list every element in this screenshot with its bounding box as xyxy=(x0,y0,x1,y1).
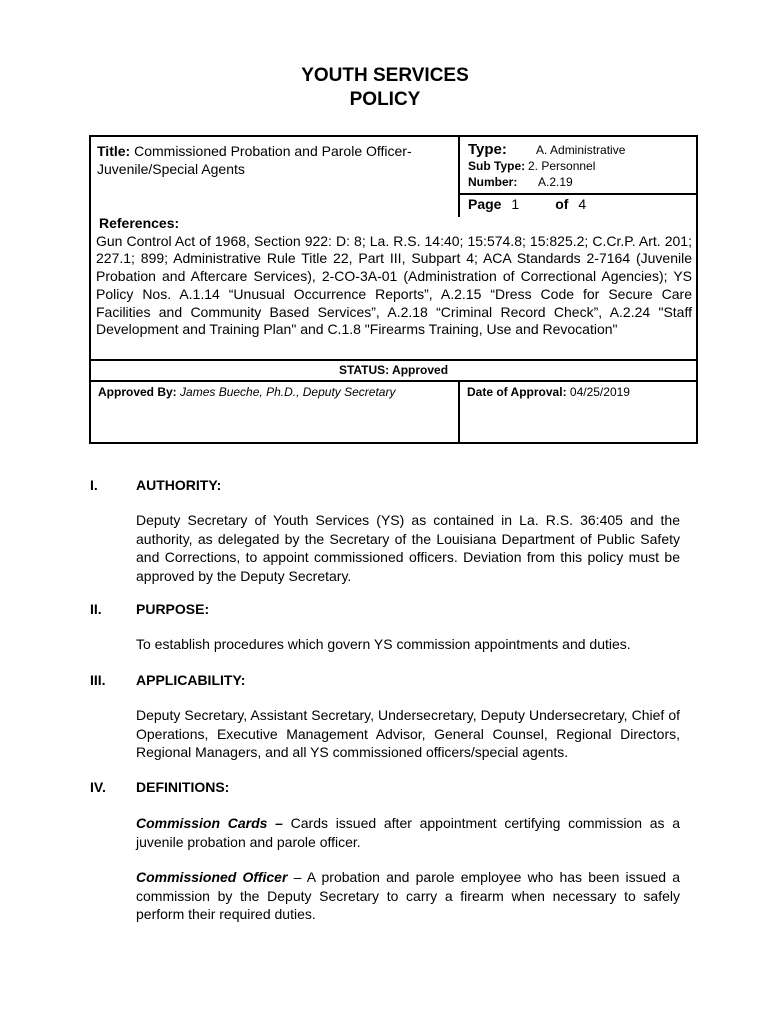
title-label: Title: xyxy=(97,143,131,159)
section-number: III. xyxy=(90,672,106,688)
section-body: Deputy Secretary, Assistant Secretary, Undersecretary, Deputy Undersecretary, Chief of Operations, Executive Management Advisor, General Counsel, Regional Directors, Regional Managers, and all YS commissioned officers/special agents. xyxy=(136,707,680,760)
status-value: Approved xyxy=(392,363,449,377)
section-number: II. xyxy=(90,601,102,617)
approval-date-value: 04/25/2019 xyxy=(569,385,630,399)
title-line-1: YOUTH SERVICES xyxy=(301,65,469,86)
type-cell xyxy=(460,137,696,191)
type-label: Type: xyxy=(468,141,507,158)
section-heading: APPLICABILITY: xyxy=(136,672,246,688)
definition-term: Commission Cards – xyxy=(136,815,283,831)
section-number: IV. xyxy=(90,779,106,795)
section-body: To establish procedures which govern YS commission appointments and duties. xyxy=(136,636,631,652)
section-body: Deputy Secretary of Youth Services (YS) as contained in La. R.S. 36:405 and the authority, as delegated by the Secretary of the Louisiana Department of Public Safety and Corrections, to appoint commissioned officers. Deviation from this policy must be approved by the Deputy Secretary. xyxy=(136,512,680,584)
number-value: A.2.19 xyxy=(538,175,573,189)
page-total: 4 xyxy=(578,196,587,212)
title-cell xyxy=(91,137,458,195)
definition-text: Cards issued after appointment certifying commission as a juvenile probation and parole officer. xyxy=(136,815,681,850)
page-cell xyxy=(460,195,696,217)
section-heading: PURPOSE: xyxy=(136,601,210,617)
approval-date-cell xyxy=(460,381,696,442)
page-label: Page xyxy=(468,196,502,212)
approval-date-label: Date of Approval: xyxy=(467,385,567,399)
section-heading: DEFINITIONS: xyxy=(136,779,230,795)
approved-by-cell xyxy=(91,381,458,442)
policy-header-table xyxy=(89,135,698,444)
number-label: Number: xyxy=(468,175,518,189)
title-value: Commissioned Probation and Parole Officer-Juvenile/Special Agents xyxy=(97,143,412,177)
of-label: of xyxy=(555,196,569,212)
references-label: References: xyxy=(99,215,180,231)
definition-term: Commissioned Officer xyxy=(136,869,288,885)
status-cell xyxy=(91,361,696,381)
subtype-label: Sub Type: xyxy=(468,159,526,173)
definition-commission-cards xyxy=(136,814,680,851)
page-number: 1 xyxy=(511,196,520,212)
title-line-2: POLICY xyxy=(349,89,421,110)
subtype-value: 2. Personnel xyxy=(528,159,596,173)
references-cell xyxy=(91,215,696,361)
approved-by-value: James Bueche, Ph.D., Deputy Secretary xyxy=(180,385,396,399)
references-text: Gun Control Act of 1968, Section 922: D: 8; La. R.S. 14:40; 15:574.8; 15:825.2; C.Cr.P. Art. 201; 227.1; 899; Administrative Rule Title 22, Part III, Subpart 4; ACA Standards 2-7164 (Juvenile Probation and Aftercare Services), 2-CO-3A-01 (Administration of Correctional Agencies); YS Policy Nos. A.1.14 “Unusual Occurrence Reports”, A.2.15 “Dress Code for Secure Care Facilities and Community Based Services”, A.2.18 “Criminal Record Check”, A.2.24 "Staff Development and Training Plan" and C.1.8 "Firearms Training, Use and Revocation" xyxy=(96,232,692,338)
definition-commissioned-officer xyxy=(136,868,680,924)
approved-by-label: Approved By: xyxy=(98,385,177,399)
status-label: STATUS: xyxy=(338,363,390,377)
section-number: I. xyxy=(90,477,98,493)
definition-text: – A probation and parole employee who has been issued a commission by the Deputy Secretary to carry a firearm when necessary to safely perform their required duties. xyxy=(136,869,680,922)
page-title xyxy=(0,64,770,112)
section-heading: AUTHORITY: xyxy=(136,477,222,493)
type-value: A. Administrative xyxy=(536,143,626,157)
